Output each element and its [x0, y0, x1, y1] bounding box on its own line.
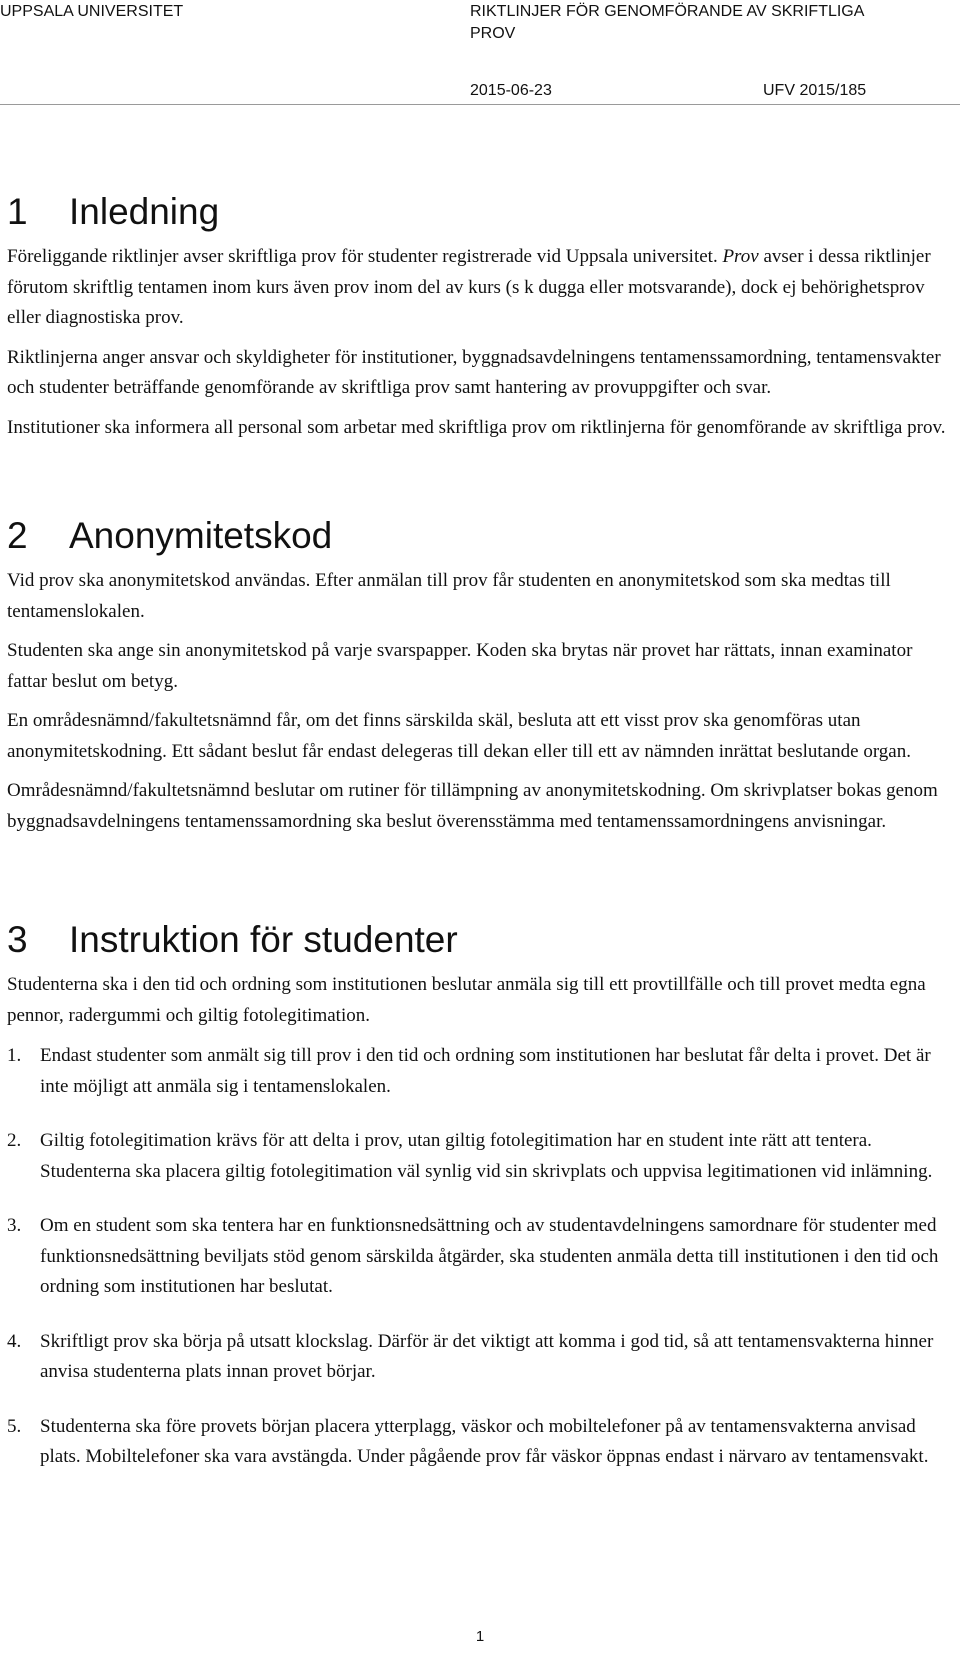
paragraph: Områdesnämnd/fakultetsnämnd beslutar om rutiner för tillämpning av anonymitetskodning. Om skrivplatser bokas genom byggnadsavdelningens tentamenssamordning ska beslut överensstämma med tentamenssamordningens anvisningar. — [7, 780, 938, 832]
paragraph — [7, 242, 952, 334]
page-number: 1 — [475, 1628, 485, 1645]
header-institution: UPPSALA UNIVERSITET — [0, 3, 184, 20]
list-item — [7, 1041, 952, 1102]
list-item — [7, 1412, 952, 1473]
document-body — [7, 190, 952, 1497]
header-divider — [0, 104, 960, 105]
section-number: 3 — [7, 919, 28, 960]
section-heading — [7, 190, 952, 234]
paragraph: En områdesnämnd/fakultetsnämnd får, om det finns särskilda skäl, besluta att ett visst prov ska genomföras utan anonymitetskodning. Ett sådant beslut får endast delegeras till dekan eller till ett av nämnden inrättat beslutande organ. — [7, 710, 911, 762]
paragraph-text: avser i dessa riktlinjer förutom skriftlig tentamen inom kurs även prov inom del av kurs (s k dugga eller motsvarande), dock ej behörighetsprov eller diagnostiska prov. — [7, 246, 931, 328]
list-item — [7, 1126, 952, 1187]
paragraph: Institutioner ska informera all personal som arbetar med skriftliga prov om riktlinjerna för genomförande av skriftliga prov. — [7, 416, 946, 438]
section-number: 1 — [7, 191, 28, 232]
list-item-text: Giltig fotolegitimation krävs för att delta i prov, utan giltig fotolegitimation har en student inte rätt att tentera. Studenterna ska placera giltig fotolegitimation väl synlig vid sin skrivplats och uppvisa legitimationen vid inlämning. — [40, 1130, 933, 1182]
section-title: Instruktion för studenter — [69, 919, 458, 960]
list-item-text: Om en student som ska tentera har en funktionsnedsättning och av studentavdelningens samordnare för studenter med funktionsnedsättning beviljats stöd genom särskilda åtgärder, ska studenten anmäla detta till institutionen i den tid och ordning som institutionen har beslutat. — [40, 1215, 939, 1297]
section-heading — [7, 514, 952, 558]
list-item-text: Endast studenter som anmält sig till prov i den tid och ordning som institutionen har beslutat får delta i provet. Det är inte möjligt att anmäla sig i tentamenslokalen. — [40, 1045, 931, 1097]
header-reference: UFV 2015/185 — [763, 82, 867, 99]
list-item-number: 3. — [7, 1215, 22, 1236]
section-instruktion — [7, 918, 952, 1473]
paragraph: Studenten ska ange sin anonymitetskod på varje svarspapper. Koden ska brytas när provet har rättats, innan examinator fattar beslut om betyg. — [7, 640, 913, 692]
list-item — [7, 1327, 952, 1388]
section-title: Inledning — [69, 191, 220, 232]
section-spacer — [7, 846, 952, 918]
section-heading — [7, 918, 952, 962]
list-item — [7, 1211, 952, 1303]
header-date: 2015-06-23 — [470, 82, 552, 99]
section-spacer — [7, 452, 952, 514]
list-item-number: 5. — [7, 1415, 22, 1437]
paragraph: Studenterna ska i den tid och ordning som institutionen beslutar anmäla sig till ett provtillfälle och till provet medta egna pennor, radergummi och giltig fotolegitimation. — [7, 974, 926, 1026]
section-inledning — [7, 190, 952, 443]
section-title: Anonymitetskod — [69, 515, 333, 556]
list-item-number: 2. — [7, 1130, 22, 1151]
list-item-text: Studenterna ska före provets början placera ytterplagg, väskor och mobiltelefoner på av tentamensvakterna anvisad plats. Mobiltelefoner ska vara avstängda. Under pågående prov får väskor öppnas endast i närvaro av tentamensvakt. — [40, 1415, 929, 1467]
paragraph-text: Föreliggande riktlinjer avser skriftliga prov för studenter registrerade vid Uppsala universitet. — [7, 246, 723, 267]
list-item-text: Skriftligt prov ska börja på utsatt klockslag. Därför är det viktigt att komma i god tid, så att tentamensvakterna hinner anvisa studenterna plats innan provet börjar. — [40, 1330, 934, 1382]
section-number: 2 — [7, 515, 28, 556]
paragraph: Riktlinjerna anger ansvar och skyldigheter för institutioner, byggnadsavdelningens tentamenssamordning, tentamensvakter och studenter beträffande genomförande av skriftliga prov samt hantering av provuppgifter och svar. — [7, 346, 941, 398]
list-item-number: 4. — [7, 1330, 22, 1352]
instruction-list — [7, 1041, 952, 1473]
emphasis-term: Prov — [722, 246, 759, 267]
list-item-number: 1. — [7, 1045, 22, 1066]
header-document-title: RIKTLINJER FÖR GENOMFÖRANDE AV SKRIFTLIGA PROV — [470, 3, 864, 42]
paragraph: Vid prov ska anonymitetskod användas. Efter anmälan till prov får studenten en anonymitetskod som ska medtas till tentamenslokalen. — [7, 570, 891, 622]
section-anonymitetskod — [7, 514, 952, 837]
